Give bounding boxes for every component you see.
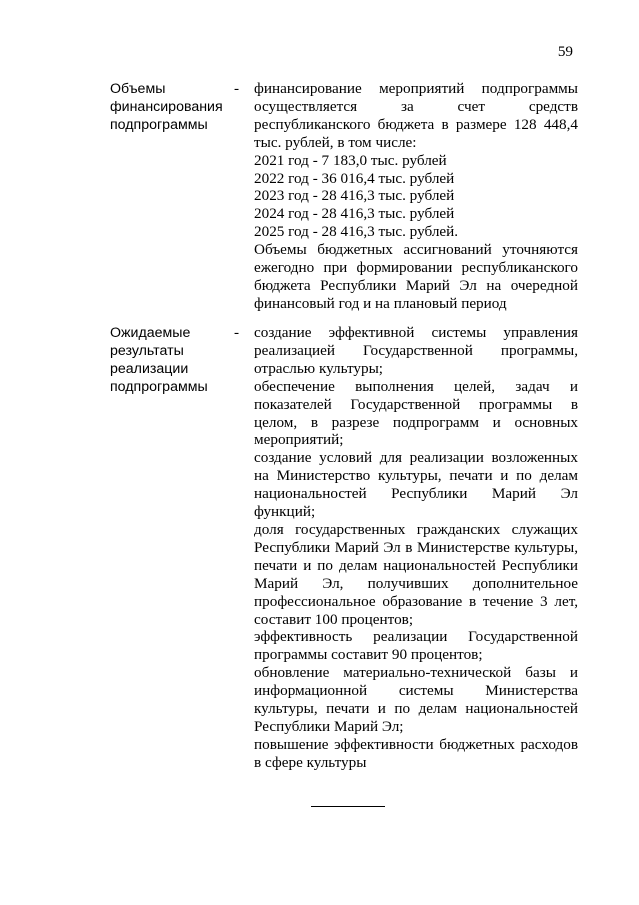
page-number: 59 [557, 43, 573, 60]
result-item: повышение эффективности бюджетных расходов в сфере культуры [254, 735, 578, 771]
funding-year-2023: 2023 год - 28 416,3 тыс. рублей [254, 187, 455, 205]
result-item: создание условий для реализации возложенных на Министерство культуры, печати и по делам национальностей Республики Марий Эл функций; [254, 449, 578, 521]
results-body [254, 324, 578, 772]
funding-note: Объемы бюджетных ассигнований уточняются ежегодно при формировании республиканского бюджета Республики Марий Эл на очередной финансовый год и на плановый период [254, 241, 578, 312]
funding-year-2021: 2021 год - 7 183,0 тыс. рублей [254, 151, 447, 169]
results-label: Ожидаемые результаты реализации подпрограммы [110, 325, 208, 395]
funding-year-2025: 2025 год - 28 416,3 тыс. рублей. [254, 223, 459, 241]
funding-label: Объемы финансирования подпрограммы [110, 81, 223, 133]
funding-intro: финансирование мероприятий подпрограммы осуществляется за счет средств республиканского бюджета в размере 128 448,4 тыс. рублей, в том числе: [254, 80, 578, 151]
funding-year-2022: 2022 год - 36 016,4 тыс. рублей [254, 169, 455, 187]
result-item: эффективность реализации Государственной программы составит 90 процентов; [254, 628, 578, 664]
funding-body [254, 80, 578, 313]
result-item: обеспечение выполнения целей, задач и показателей Государственной программы в целом, в разрезе подпрограмм и основных мероприятий; [254, 377, 578, 449]
result-item: создание эффективной системы управления реализацией Государственной программы, отраслью культуры; [254, 324, 578, 377]
funding-dash: - [234, 80, 240, 97]
result-item: доля государственных гражданских служащих Республики Марий Эл в Министерстве культуры, печати и по делам национальностей Республики Марий Эл, получивших дополнительное профессиональное образование в течение 3 лет, составит 100 процентов; [254, 520, 578, 628]
results-dash: - [234, 324, 240, 341]
footer-divider [311, 806, 385, 807]
funding-year-2024: 2024 год - 28 416,3 тыс. рублей [254, 205, 455, 223]
result-item: обновление материально-технической базы и информационной системы Министерства культуры, печати и по делам национальностей Республики Марий Эл; [254, 664, 578, 735]
